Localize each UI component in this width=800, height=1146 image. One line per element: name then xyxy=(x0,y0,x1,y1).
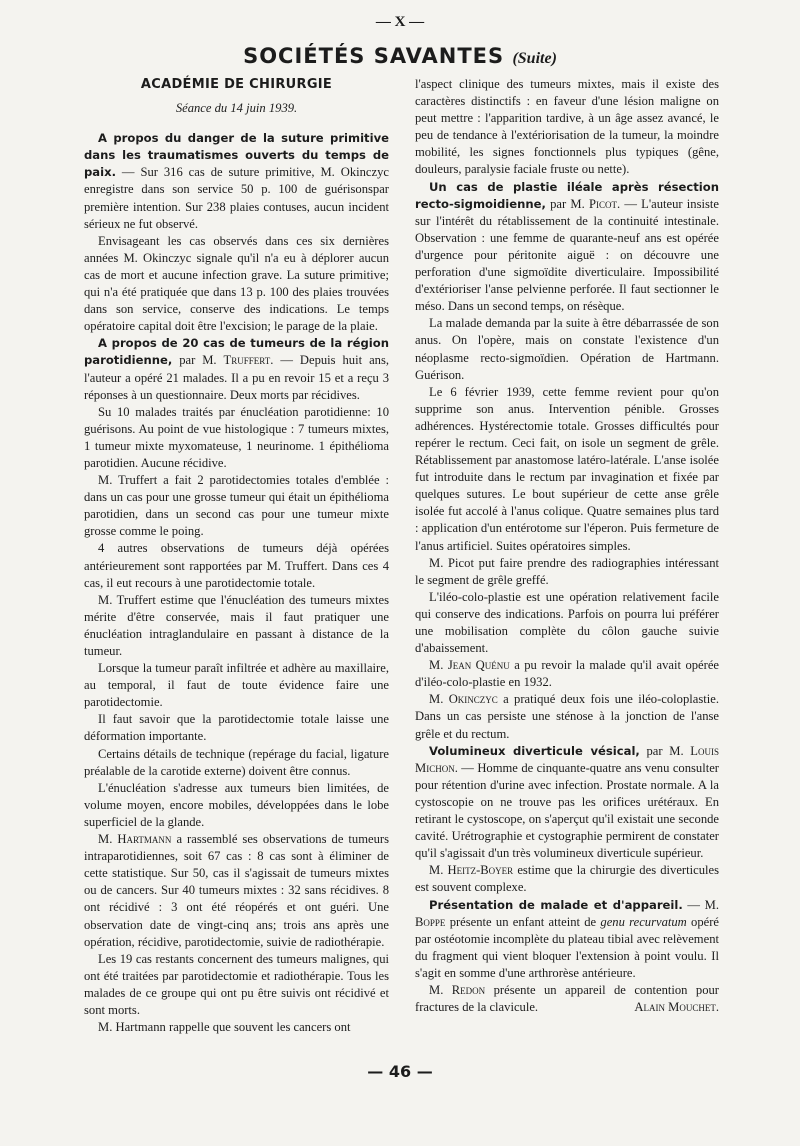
article-paragraph: Il faut savoir que la parotidectomie totale laisse une déformation importante. xyxy=(84,712,389,744)
author-name: Picot xyxy=(588,196,617,211)
article-paragraph: Certains détails de technique (repérage du facial, ligature préalable de la carotide externe) doivent être connus. xyxy=(84,746,389,778)
article-title: A propos de 20 cas de tumeurs de la région parotidienne, xyxy=(84,336,389,368)
session-date: Séance du 14 juin 1939. xyxy=(175,101,298,116)
article-paragraph: Un cas de plastie iléale après résection recto-sigmoidienne, par M. Picot. — L'auteur insiste sur l'intérêt du rétablissement de la continuité intestinale. Observation : une femme de quarante-neuf ans est opérée d'urgence pour péritonite aiguë : on découvre une perforation d'une sigmoïdite diverticulaire. Impossibilité d'extérioriser l'anse pelvienne perforée. Il faut sectionner le méso. Dans un second temps, on résèque. xyxy=(415,179,719,314)
article-paragraph: M. Hartmann rappelle que souvent les cancers ont xyxy=(98,1020,351,1035)
article-paragraph: M. Jean Quénu a pu revoir la malade qu'il avait opérée d'iléo-colo-plastie en 1932. xyxy=(415,658,719,690)
article-title: Un cas de plastie iléale après résection recto-sigmoidienne, xyxy=(415,179,719,211)
author-name: Hartmann xyxy=(117,832,172,847)
roman-numeral-header: — X — xyxy=(375,14,425,30)
report-signature: Alain Mouchet. xyxy=(634,1000,719,1015)
article-paragraph: M. Truffert a fait 2 parotidectomies totales d'emblée : dans un cas pour une grosse tumeur qui était un épithélioma parotidien, dans un second cas pour une tumeur mixte grosse comme le poing. xyxy=(84,473,389,539)
article-paragraph: Envisageant les cas observés dans ces six dernières années M. Okinczyc signale qu'il n'a eu à déplorer aucun cas de mort et aucune infection grave. La suture primitive; qui n'a été pratiquée que dans 13 p. 100 des plaies trouvées dans son service, conserve des indications. Le temps opératoire capital doit être l'excision; le parage de la plaie. xyxy=(84,233,389,334)
author-name: Jean Quénu xyxy=(447,658,510,673)
article-title: Présentation de malade et d'appareil. xyxy=(429,897,683,912)
article-paragraph: M. Truffert estime que l'énucléation des tumeurs mixtes mérite d'être conservée, mais il faut pratiquer une énucléation intraglandulaire en passant à distance de la tumeur. xyxy=(84,592,389,658)
section-title xyxy=(0,44,800,68)
article-title: A propos du danger de la suture primitive dans les traumatismes ouverts du temps de paix. xyxy=(84,131,389,180)
section-title-text: SOCIÉTÉS SAVANTES xyxy=(243,44,505,68)
article-paragraph: M. Hartmann a rassemblé ses observations de tumeurs intraparotidiennes, soit 67 cas : 8 cas sont à éliminer de cette statistique. Sur 50, cas il s'agissait de tumeurs mixtes ou de cancers. Sur 40 tumeurs mixtes : 32 sans récidives. 8 ont récidivé : 3 ont été réopérés et ont guéri. Une observation date de vingt-cinq ans; trois ans après une opération, récidive, parotidectomie, suivie de radiothérapie. xyxy=(84,832,389,949)
article-paragraph: Le 6 février 1939, cette femme revient pour qu'on supprime son anus. Intervention pénible. Grosses adhérences. Hystérectomie totale. Grosses difficultés pour repérer le rectum. Ceci fait, on isole un segment de grêle. Rétablissement par anastomose latéro-latérale. L'anse isolée fut introduite dans le rectum par invagination et fixée par quelques sutures. Le bout supérieur de cette anse grêle isolée fut accolé à l'anus colique. Quatre semaines plus tard : application d'un entérotome sur l'éperon. Puis fermeture de l'anus artificiel. Suites opératoires simples. xyxy=(415,384,719,553)
article-paragraph: Présentation de malade et d'appareil. — M. Boppe présente un enfant atteint de genu recurvatum opéré par ostéotomie incomplète du plateau tibial avec relèvement du fragment qui vient bloquer l'extension à point voulu. Il s'agit en somme d'une arthrorèse antérieure. xyxy=(415,897,720,980)
article-paragraph: A propos du danger de la suture primitive dans les traumatismes ouverts du temps de paix. — Sur 316 cas de suture primitive, M. Okinczyc enregistre dans son service 50 p. 100 de guérisonspar première intention. Sur 238 plaies contuses, aucun incident sérieux ne fut observé. xyxy=(84,131,389,231)
article-paragraph: Volumineux diverticule vésical, par M. Louis Michon. — Homme de cinquante-quatre ans venu consulter pour rétention d'urine avec infection. Prostate normale. A la cystoscopie on ne trouve pas les orifices urétéraux. En retirant le cystoscope, on s'aperçut qu'il existait une seconde cavité. Urétrographie et cystographie permirent de constater qu'il s'agissait d'un très volumineux diverticule supérieur. xyxy=(415,743,719,861)
article-paragraph: M. Okinczyc a pratiqué deux fois une iléo-coloplastie. Dans un cas persiste une sténose à la jonction de l'anse grêle et du rectum. xyxy=(415,692,719,741)
article-paragraph: l'aspect clinique des tumeurs mixtes, mais il existe des caractères distinctifs : en faveur d'une lésion maligne on peut mettre : l'apparition tardive, à un âge assez avancé, le peu de tendance à l'extériorisation de la tumeur, la moindre mobilité, les signes fonctionnels plus typiques (gêne, douleurs, paralysie faciale fruste ou nette). xyxy=(415,77,719,177)
page-number: — 46 — xyxy=(367,1062,433,1081)
article-paragraph: L'énucléation s'adresse aux tumeurs bien limitées, de volume moyen, encore mobiles, développées dans le lobe superficiel de la glande. xyxy=(84,780,389,829)
latin-term: genu recurvatum xyxy=(600,914,687,929)
author-name: Redon xyxy=(451,982,486,997)
author-name: Boppe xyxy=(415,914,446,929)
article-paragraph: M. Redon présente un appareil de contention pour fractures de la clavicule. Alain Mouchet. xyxy=(415,982,719,1016)
article-paragraph: A propos de 20 cas de tumeurs de la région parotidienne, par M. Truffert. — Depuis huit ans, l'auteur a opéré 21 malades. Il a pu en revoir 15 et a reçu 3 réponses à un questionnaire. Deux morts par récidives. xyxy=(84,336,390,402)
author-name: Louis Michon xyxy=(415,743,719,775)
author-name: Okinczyc xyxy=(448,692,498,707)
article-paragraph: Les 19 cas restants concernent des tumeurs malignes, qui ont été traitées par parotidectomie et radiothérapie. Tous les malades de ce groupe qui ont pu être suivis ont récidivé et sont morts. xyxy=(84,951,389,1017)
article-paragraph: M. Picot put faire prendre des radiographies intéressant le segment de grêle greffé. xyxy=(415,555,719,587)
author-name: Heitz-Boyer xyxy=(447,863,514,878)
article-paragraph: Su 10 malades traités par énucléation parotidienne: 10 guérisons. Au point de vue histologique : 7 tumeurs mixtes, 1 tumeur mixte myxomateuse, 1 neurinome. 1 épithélioma parotidien. Aucune récidive. xyxy=(84,404,389,470)
left-column xyxy=(84,76,389,1036)
article-paragraph: L'iléo-colo-plastie est une opération relativement facile qui conserve des indications. Parfois on pourra lui préférer une mobilisation complète du côlon gauche suivie d'abaissement. xyxy=(415,589,719,656)
section-title-suite: (Suite) xyxy=(512,50,557,67)
article-paragraph: La malade demanda par la suite à être débarrassée de son anus. On l'opère, mais on constate l'existence d'un néoplasme recto-sigmoïdien. Opération de Hartmann. Guérison. xyxy=(415,316,719,382)
article-title: Volumineux diverticule vésical, xyxy=(429,743,640,758)
academy-heading: ACADÉMIE DE CHIRURGIE xyxy=(140,77,333,92)
article-paragraph: 4 autres observations de tumeurs déjà opérées antérieurement sont rapportées par M. Truffert. Dans ces 4 cas, il eut recours à une parotidectomie totale. xyxy=(84,541,389,590)
article-paragraph: M. Heitz-Boyer estime que la chirurgie des diverticules est souvent complexe. xyxy=(415,863,719,895)
article-paragraph: Lorsque la tumeur paraît infiltrée et adhère au maxillaire, au temporal, il faut de toute évidence faire une parotidectomie. xyxy=(84,661,389,710)
author-name: Truffert xyxy=(223,353,271,368)
right-column xyxy=(415,76,719,1016)
